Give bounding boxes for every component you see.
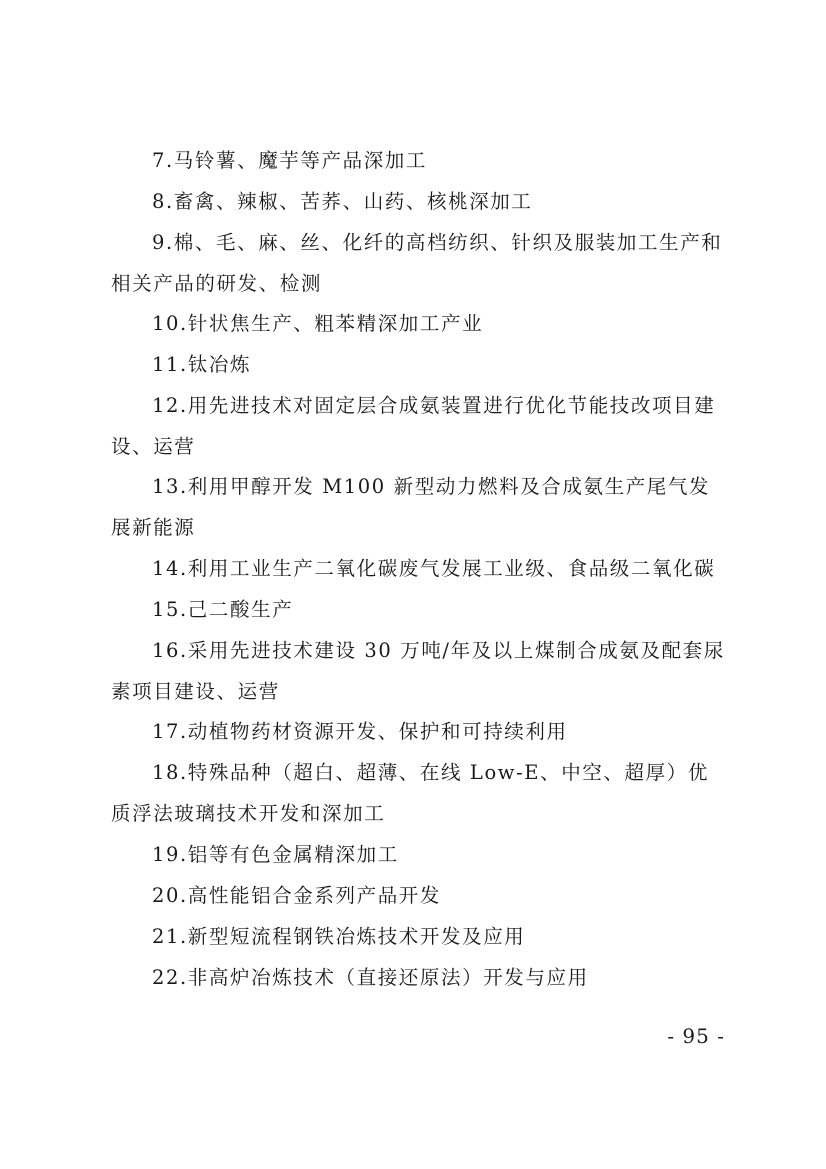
list-item-13: 13.利用甲醇开发 M100 新型动力燃料及合成氨生产尾气发展新能源 [111,475,711,539]
list-item-7: 7.马铃薯、魔芋等产品深加工 [152,149,428,172]
list-item-8: 8.畜禽、辣椒、苦荞、山药、核桃深加工 [152,190,533,213]
list-item-11: 11.钛冶炼 [152,353,252,376]
list-item-16: 16.采用先进技术建设 30 万吨/年及以上煤制合成氨及配套尿素项目建设、运营 [111,639,725,703]
list-item-17: 17.动植物药材资源开发、保护和可持续利用 [152,720,568,743]
page-number: - 95 - [667,1024,725,1048]
list-item-22: 22.非高炉冶炼技术（直接还原法）开发与应用 [152,966,589,989]
list-item-21: 21.新型短流程钢铁冶炼技术开发及应用 [152,925,526,948]
list-item-15: 15.己二酸生产 [152,598,294,621]
list-item-18: 18.特殊品种（超白、超薄、在线 Low-E、中空、超厚）优质浮法玻璃技术开发和深加工 [111,761,709,825]
list-item-9: 9.棉、毛、麻、丝、化纤的高档纺织、针织及服装加工生产和相关产品的研发、检测 [111,231,723,295]
list-item-20: 20.高性能铝合金系列产品开发 [152,884,442,907]
list-item-14: 14.利用工业生产二氧化碳废气发展工业级、食品级二氧化碳 [152,557,716,580]
list-item-19: 19.铝等有色金属精深加工 [152,843,399,866]
list-item-12: 12.用先进技术对固定层合成氨装置进行优化节能技改项目建设、运营 [111,394,716,458]
list-item-10: 10.针状焦生产、粗苯精深加工产业 [152,312,484,335]
